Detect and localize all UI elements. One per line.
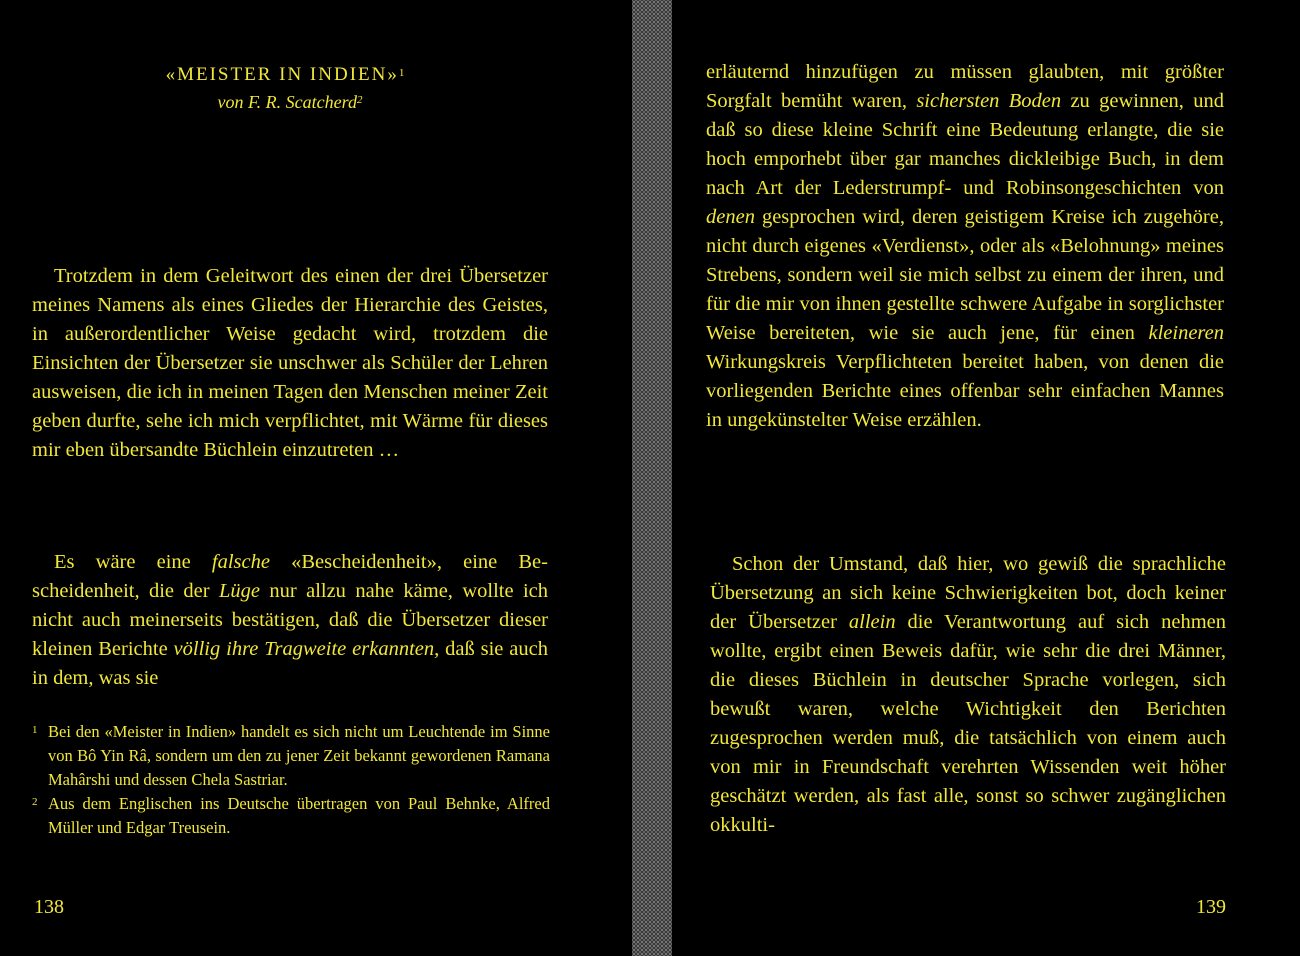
italic-run: falsche [211, 551, 270, 573]
text-run: Schon der Umstand, daß hier, wo gewiß die sprachliche Übersetzung an sich keine Schwierigkeiten bot, doch keiner der Übersetzer [710, 553, 1226, 633]
left-paragraph-1 [32, 262, 548, 465]
paragraph-text [710, 550, 1226, 840]
italic-run: völlig ihre Tragweite erkannten, [173, 638, 440, 660]
text-run: gesprochen wird, deren geistigem Kreise ich zugehöre, nicht durch eigenes «Verdienst», oder als «Belohnung» meines Strebens, sondern weil sie mich selbst zu einem der ihren, und für die mir von ihnen gestellte schwere Aufgabe in sorglichster Weise bereiteten, wie sie auch jene, für einen [706, 206, 1224, 344]
footnote-2 [32, 792, 550, 840]
right-paragraph-2 [710, 550, 1226, 840]
footnote-text: Aus dem Englischen ins Deutsche übertragen von Paul Behnke, Alfred Müller und Edgar Treusein. [48, 794, 550, 837]
footnote-text: Bei den «Meister in Indien» handelt es sich nicht um Leuchtende im Sinne von Bô Yin Râ, sondern um den zu jener Zeit bekannt gewordenen Ramana Mahârshi und dessen Chela Sastriar. [48, 722, 550, 789]
text-run: daß sie auch in dem, was sie [32, 638, 548, 689]
chapter-subtitle [0, 90, 580, 114]
right-paragraph-1 [706, 58, 1224, 435]
subtitle-author: F. R. Scatcherd [248, 92, 357, 112]
text-run: nur allzu nahe käme, wollte ich nicht auch meinerseits bestätigen, daß die Übersetzer dieser kleinen Berichte [32, 580, 548, 660]
italic-run: denen [706, 206, 755, 228]
text-run: zu gewinnen, und daß so diese kleine Schrift eine Bedeutung erlangte, die sie hoch emporhebt über gar manches dickleibige Buch, in dem nach Art der Lederstrumpf- und Robinsongeschichten von [706, 90, 1224, 199]
text-run: die Verantwortung auf sich nehmen wollte, ergibt einen Beweis dafür, wie sehr die drei Männer, die dieses Büchlein in deutscher Sprache vorlegen, sich bewußt waren, welche Wichtigkeit den Berichten zugesprochen werden muß, die tatsächlich von einem auch von mir in Freundschaft verehrten Wissenden weit höher geschätzt werden, als fast alle, sonst so schwer zugänglichen okkulti- [710, 611, 1226, 836]
footnote-ref-2[interactable]: 2 [356, 94, 363, 106]
footnotes [32, 720, 550, 840]
paragraph-text: Trotzdem in dem Geleitwort des einen der drei Übersetzer meines Namens als eines Gliedes der Hierarchie des Geistes, in außerordentlicher Weise gedacht wird, trotzdem die Einsichten der Übersetzer sie unschwer als Schüler der Lehren ausweisen, die ich in meinen Tagen den Menschen meiner Zeit geben durfte, sehe ich mich verpflichtet, mit Wärme für dieses mir eben übersandte Büchlein einzutreten … [32, 265, 548, 461]
footnote-ref-1[interactable]: 1 [398, 67, 405, 79]
footnote-mark: 1 [32, 724, 38, 736]
text-run: Wirkungskreis Verpflichteten bereitet haben, von denen die vorliegenden Berichte eines offenbar sehr einfachen Mannes in ungekünstelter Weise erzählen. [706, 351, 1224, 431]
italic-run: kleineren [1148, 322, 1224, 344]
italic-run: allein [848, 611, 896, 633]
italic-run: sichersten Boden [916, 90, 1062, 112]
chapter-title-text: «MEISTER IN INDIEN» [165, 64, 399, 85]
footnote-1 [32, 720, 550, 792]
left-page [0, 0, 632, 956]
paragraph-text [706, 58, 1224, 435]
subtitle-prefix: von [217, 92, 248, 112]
paragraph-text [32, 548, 548, 693]
book-gutter [632, 0, 672, 956]
text-run: erläuternd hinzufügen zu müssen glaubten, mit größter Sorgfalt bemüht waren, [706, 61, 1224, 112]
italic-run: Lüge [218, 580, 260, 602]
page-number-right: 139 [1196, 896, 1226, 918]
text-run: Es wäre eine [54, 551, 212, 573]
footnote-mark: 2 [32, 796, 38, 808]
page-number-left: 138 [34, 896, 64, 918]
text-run: «Bescheidenheit», eine Bescheidenheit, die der [32, 551, 548, 602]
left-paragraph-2 [32, 548, 548, 693]
chapter-title [0, 62, 570, 88]
